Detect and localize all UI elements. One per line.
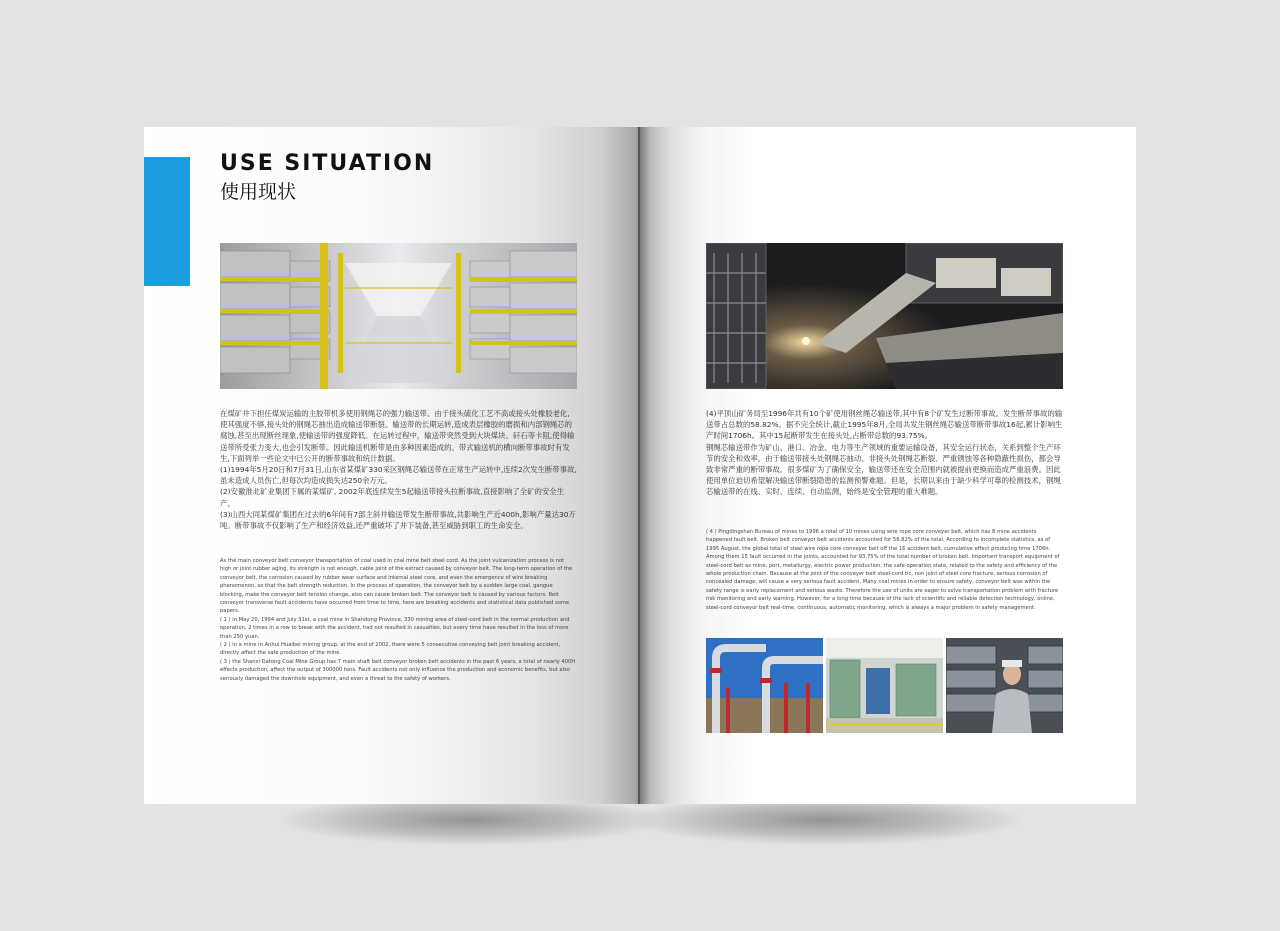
underground-conveyor-photo: [706, 243, 1063, 389]
left-en-paragraph: As the main conveyor belt conveyor transportation of coal used in coal mine belt steel cord. As the joint vulcanization process is not high or joint rubber aging, its strength is not enough, cable joint of the extract caused by conveyor belt. The long-term operation of the conveyor belt, the corrosion caused by rubber wear surface and internal steel core, and even the emergence of wire breaking phenomenon, so that the belt strength reduction. In the process of operation, the conveyor belt by a sudden large coal, gangue blocking, make the conveyor belt tension change, also can cause broken belt. The conveyor belt is caused by various factors. Belt conveyor transverse fault accidents have occurred from time to time, here are breaking accidents and statistical data published some papers. ( 1 ) in May 20, 1994 and July 31st, a coal mine in Shandong Province, 330 mining area of steel-cord belt in the normal production and operation, 2 times in a row to break with the accident, had not resulted in casualties, but every time have resulted in the loss of more than 250 yuan. ( 2 ) in a mine in Anhui Huaibei mining group, at the end of 2002, there were 5 consecutive conveying belt joint breaking accident, directly affect the safe production of the mine. ( 3 ) the Shanxi Datong Coal Mine Group has 7 main shaft belt conveyor broken belt accidents in the past 6 years, a total of nearly 400H effects production, affect the output of 300000 tons. Fault accidents not only influence the production and economic benefits, but also seriously damaged the downhole equipment, and even a threat to the safety of workers.: [220, 558, 576, 682]
left-page: [144, 127, 640, 804]
control-cabinets-photo: [826, 638, 943, 733]
right-page: [640, 127, 1136, 804]
worker-cable-reels-photo: [946, 638, 1063, 733]
blue-accent-bar: [144, 157, 190, 286]
right-cn-paragraph: (4)平顶山矿务局至1996年共有10个矿使用钢丝绳芯输送带,其中有8个矿发生过断带事故。发生断带事故的输送带占总数的58.82%。据不完全统计,截止1995年8月,全局共发生钢丝绳芯输送带断带事故16起,累计影响生产时间1706h。其中15起断带发生在接头处,占断带总数的93.75%。 钢绳芯输送带作为矿山、港口、冶金、电力等生产领域的重要运输设备，其安全运行状态，关系到整个生产环节的安全和效率。由于输送带接头处钢绳芯抽动、非接头处钢绳芯断裂、严重锈蚀等各种隐蔽性损伤，都会导致非常严重的断带事故。很多煤矿为了确保安全，输送带还在安全范围内就被提前更换而造成严重浪费。因此使用单位迫切希望解决输送带断裂隐患的监测预警难题。但是，长期以来由于缺少科学可靠的检测技术，钢绳芯输送带的在线、实时、连续、自动监测，始终是安全管理的重大难题。: [706, 409, 1063, 497]
industrial-pipes-photo: [706, 638, 823, 733]
section-title-en: USE SITUATION: [220, 151, 435, 176]
left-cn-paragraph: 在煤矿井下担任煤炭运输的主胶带机多使用钢绳芯的强力输送带。由于接头硫化工艺不高或接头处橡胶老化,使其强度不够,接头处的钢绳芯抽出造成输送带断裂。输送带的长期运转,造成表层橡胶的磨损和内部钢绳芯的腐蚀,甚至出现断丝现象,使输送带的强度降低。在运转过程中，输送带突然受到大块煤块、矸石等卡阻,使得输送带所受张力变大,也会引发断带。因此输送机断带是由多种因素造成的。带式输送机的横向断带事故时有发生,下面列举一些论文中已公开的断带事故和统计数据。 (1)1994年5月20日和7月31日,山东省某煤矿330采区钢绳芯输送带在正常生产运转中,连续2次发生断带事故,虽未造成人员伤亡,但每次均造成损失达250余万元。 (2)安徽淮北矿业集团下属的某煤矿, 2002年底连续发生5起输送带接头拉断事故,直接影响了全矿的安全生产。 (3)山西大同某煤矿集团在过去的6年间有7部主斜井输送带发生断带事故,共影响生产近400h,影响产量达30万吨。断带事故不仅影响了生产和经济效益,还严重破坏了井下装备,甚至威胁到职工的生命安全。: [220, 409, 577, 531]
section-title-cn: 使用现状: [220, 181, 297, 203]
right-en-paragraph: ( 4 ) Pingdingshan Bureau of mines to 1996 a total of 10 mines using wire rope core conveyer belt, which has 8 mine accidents happened fault belt. Broken belt conveyor belt accidents accounted for 58.82% of the total. According to incomplete statistics, as of 1995 August, the global total of steel wire rope core conveyer belt off the 16 accident belt, cumulative effect producing time 1706h. Among them 15 fault occurred in the joints, accounted for 93.75% of the total number of broken belt. Important transport equipment of steel-cord belt as mine, port, metallurgy, electric power production, the safe operation state, related to the safety and efficiency of the whole production chain. Because at the joint of the conveyer belt steel-cord tic, non joint of steel core fracture, serious corrosion of concealed damage, will cause a very serious fault accident. Many coal mines in order to ensure safety, conveyor belt was within the safety range is early replacement and serious waste. Therefore the use of units are eager to solve transportation problem with fracture risk monitoring and early warning. However, for a long time because of the lack of scientific and reliable detection technology, online, steel-cord conveyor belt real-time, continuous, automatic monitoring, which is always a major problem in safety management.: [706, 529, 1060, 611]
warehouse-shelving-photo: [220, 243, 577, 389]
